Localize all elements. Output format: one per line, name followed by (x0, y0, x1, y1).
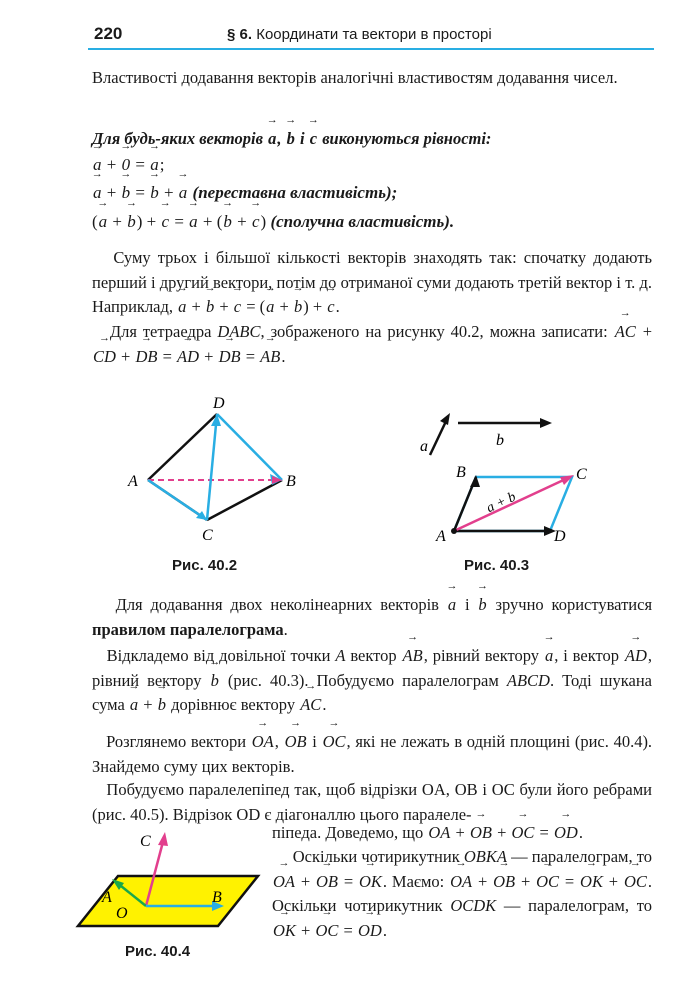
formula-associative: (→ a + → b) + → c = → a + (→ b + → c) (сполучна властивість). (92, 210, 652, 235)
paragraph-parallelepiped: Побудуємо паралелепіпед так, щоб відрізки OA, OB і OC були його ребрами (рис. 40.5). Відрізок OD є діагоналлю цього паралеле- (92, 780, 653, 824)
label-A: A (102, 889, 112, 906)
paragraph-three-noncoplanar: Розглянемо вектори → OA, → OB і → OC, які не лежать в одній площині (рис. 40.4). Знайдемо суму цих векторів. (92, 730, 652, 779)
label-B: B (456, 464, 466, 481)
label-B: B (212, 889, 222, 906)
figure-40-4-plane-vectors (68, 826, 268, 936)
figure-40-3-parallelogram (410, 405, 610, 550)
label-D: D (554, 528, 566, 545)
label-C: C (202, 527, 213, 544)
caption-40-4: Рис. 40.4 (125, 943, 191, 960)
paragraph-construction: Відкладемо від довільної точки A вектор → AB, рівний вектору → a, і вектор → AD, рівний вектору → b (рис. 40.3). Побудуємо паралелограм ABCD. Тоді шукана сума → a + → b дорівнює вектору → AC. (92, 644, 652, 718)
label-A: A (436, 528, 446, 545)
paragraph-parallelogram-rule: Для додавання двох неколінеарних векторів → a і → b зручно користуватися правилом паралелограма. (92, 593, 652, 642)
label-O: O (116, 905, 128, 922)
tetra-edges (148, 414, 282, 520)
label-A: A (128, 473, 138, 490)
running-head (227, 26, 492, 43)
section-label: § 6. (227, 26, 253, 43)
header-rule (88, 48, 654, 50)
caption-40-2: Рис. 40.2 (172, 557, 238, 574)
paragraph-proof-start: піпеда. Доведемо, що → OA + → OB + → OC = → OD. (272, 821, 652, 846)
figure-40-2-tetrahedron (120, 390, 310, 550)
rule-statement: Для будь-яких векторів → a, → b і → c виконуються рівності: (92, 127, 652, 152)
section-title: Координати та вектори в просторі (256, 26, 492, 43)
label-sum: a + b (484, 489, 519, 517)
label-B: B (286, 473, 296, 490)
caption-40-3: Рис. 40.3 (464, 557, 530, 574)
label-D: D (213, 395, 225, 412)
paragraph-proof: Оскільки чотирикутник OBKA — паралелограм, то → OA + → OB = → OK. Маємо: → OA + → OB + → OC = → OK + → OC. Оскільки чотирикутник OCDK — паралелограм, то → OK + → OC = → OD. (272, 845, 652, 943)
label-vec-b: b (496, 432, 504, 449)
paragraph-tetrahedron: Для тетраедра DABC, зображеного на рисунку 40.2, можна записати: → AC + → CD + → DB = → AD + → DB = → AB. (92, 320, 652, 369)
formula-zero: → a + → 0 = → a; (92, 153, 652, 178)
label-C: C (576, 466, 587, 483)
page-number: 220 (94, 24, 123, 43)
page-header (0, 0, 695, 48)
label-C: C (140, 833, 151, 850)
paragraph-three-vectors: Суму трьох і більшої кількості векторів знаходять так: спочатку додають перший і другий вектори, потім до отриманої суми додають третій вектор і т. д. Наприклад, → a + → b + → c = (→ a + → b) + → c. (92, 246, 652, 320)
label-vec-a: a (420, 438, 428, 455)
paragraph-intro: Властивості додавання векторів аналогічні властивостям додавання чисел. (92, 68, 618, 87)
formula-commutative: → a + → b = → b + → a (переставна властивість); (92, 181, 652, 206)
